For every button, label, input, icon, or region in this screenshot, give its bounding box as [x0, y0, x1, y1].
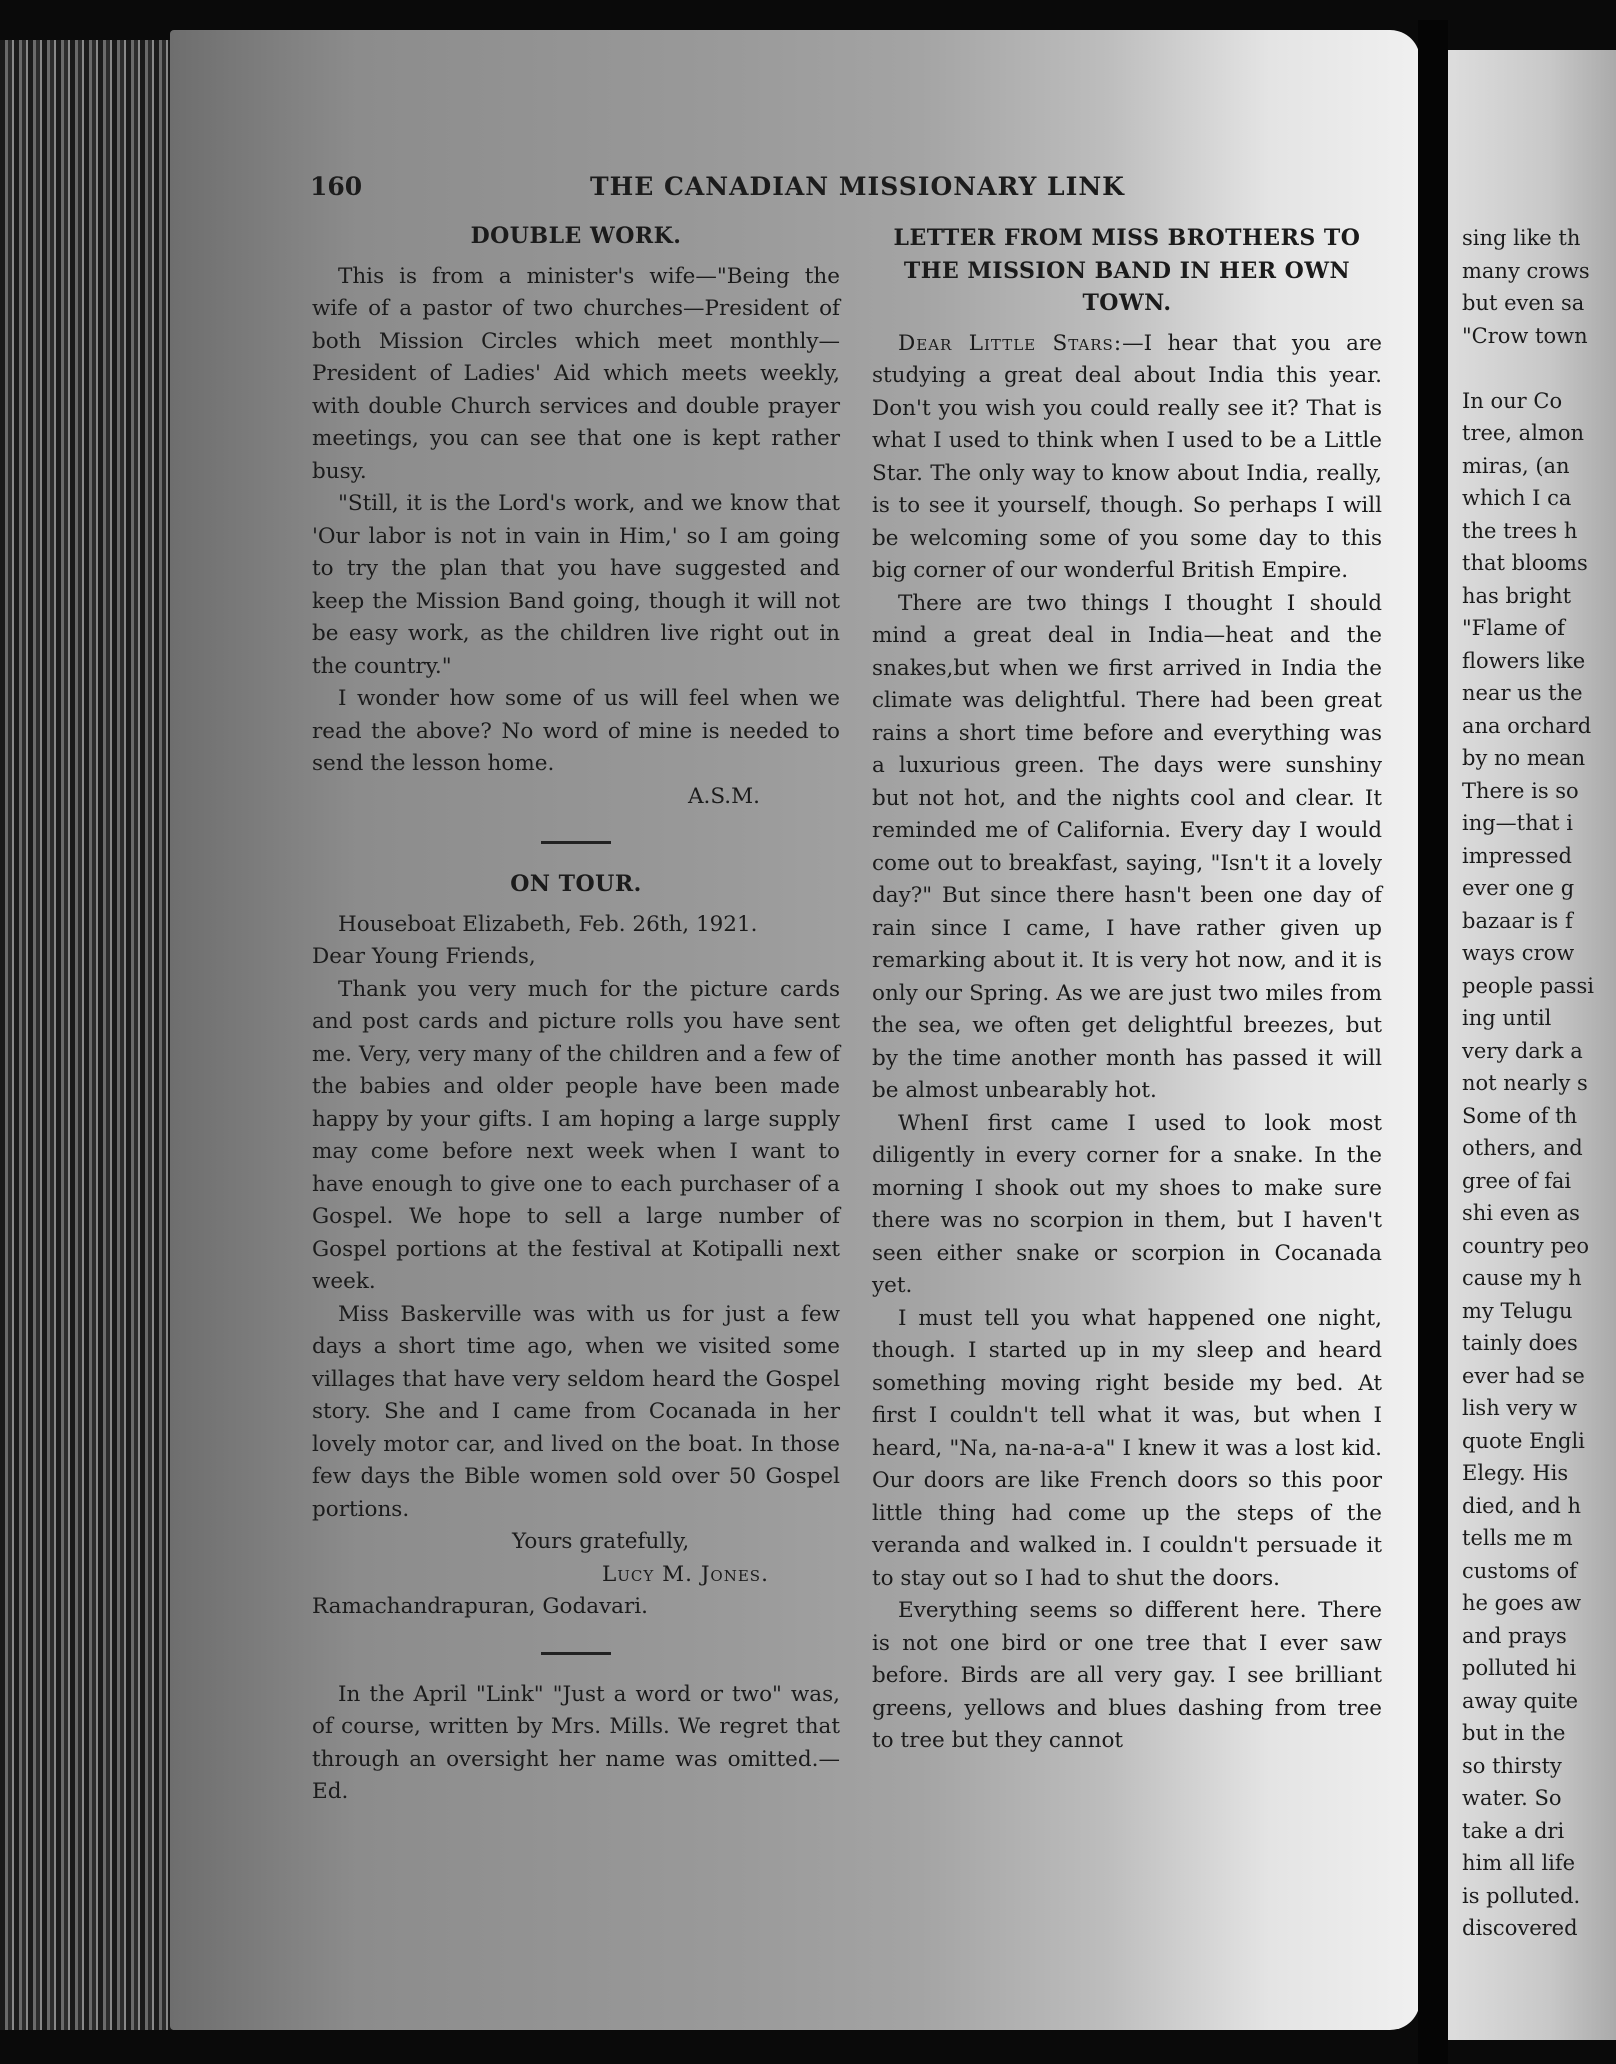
fragment-line: In our Co — [1462, 388, 1563, 413]
letter-paragraph-1-text: —I hear that you are studying a great deal about India this year. Don't you wish you could really see it? That is what I used to think when I used to be a Little Star. The only way to know about India, really, is to see it yourself, though. So perhaps I will be welcoming some of you some day to this big corner of our wonderful British Empire. — [872, 330, 1382, 583]
page-number: 160 — [310, 172, 363, 201]
fragment-line: "Crow town — [1462, 323, 1588, 348]
running-header — [310, 172, 1360, 208]
on-tour-closing: Yours gratefully, — [512, 1529, 690, 1554]
fragment-line: ing until — [1462, 1006, 1552, 1030]
fragment-line: polluted hi — [1462, 1656, 1577, 1680]
double-work-signature: A.S.M. — [687, 783, 760, 809]
fragment-line: tainly does — [1462, 1331, 1578, 1355]
fragment-line: Elegy. His — [1462, 1461, 1569, 1485]
fragment-line: Some of th — [1462, 1103, 1578, 1128]
section-divider-2 — [541, 1652, 611, 1655]
fragment-line: customs of — [1462, 1558, 1577, 1583]
fragment-line: he goes aw — [1462, 1591, 1582, 1615]
fragment-line: tree, almon — [1462, 421, 1585, 445]
fragment-line: ana orchard — [1462, 713, 1592, 738]
fragment-line: which I ca — [1462, 486, 1572, 510]
fragment-line: many crows — [1462, 258, 1590, 283]
column-right-fragment — [1462, 222, 1616, 1945]
letter-paragraph-5: Everything seems so different here. There is not one bird or one tree that I ever saw before. Birds are all very gay. I see brilliant greens, yellows and blues dashing from tree to tree but they cannot — [872, 1598, 1382, 1753]
fragment-line: but even sa — [1462, 291, 1585, 315]
fragment-line: that blooms — [1462, 551, 1588, 575]
letter-paragraph-2: There are two things I thought I should mind a great deal in India—heat and the snakes,but when we first arrived in India the climate was delightful. There had been great rains a short time before and everything was a luxurious green. The days were sunshiny but not hot, and the nights cool and clear. It reminded me of California. Every day I would come out to breakfast, saying, "Isn't it a lovely day?" But since there hasn't been one day of rain since I came, I have rather given up remarking about it. It is very hot now, and it is only our Spring. As we are just two miles from the sea, we often get delightful breezes, but by the time another month has passed it will be almost unbearably hot. — [872, 590, 1382, 1103]
fragment-line: discovered — [1462, 1916, 1578, 1940]
letter-heading: LETTER FROM MISS BROTHERS TO THE MISSION BAND IN HER OWN TOWN. — [893, 225, 1361, 316]
editor-note: In the April "Link" "Just a word or two" was, of course, written by Mrs. Mills. We regret that through an oversight her name was omitted.—Ed. — [312, 1681, 840, 1804]
fragment-line: miras, (an — [1462, 453, 1570, 478]
letter-paragraph-1 — [872, 328, 1382, 588]
double-work-paragraph-3: I wonder how some of us will feel when we read the above? No word of mine is needed to send the lesson home. — [312, 686, 840, 776]
fragment-line: gree of fai — [1462, 1168, 1572, 1193]
fragment-line: ever one g — [1462, 876, 1575, 900]
on-tour-paragraph-1: Thank you very much for the picture cards and post cards and picture rolls you have sent me. Very, very many of the children and a few of the babies and older people have been made happy by your gifts. I am hoping a large supply may come before next week when I want to have enough to give one to each purchaser of a Gospel. We hope to sell a large number of Gospel portions at the festival at Kotipalli next week. — [312, 976, 840, 1294]
fragment-line: impressed — [1462, 843, 1572, 868]
book-page-edges — [0, 40, 180, 2030]
fragment-line: flowers like — [1462, 648, 1586, 673]
fragment-line: quote Engli — [1462, 1428, 1585, 1453]
fragment-line: has bright — [1462, 583, 1572, 608]
fragment-line: tells me m — [1462, 1526, 1573, 1550]
fragment-line: the trees h — [1462, 518, 1578, 543]
fragment-line: "Flame of — [1462, 616, 1565, 640]
fragment-line: bazaar is f — [1462, 908, 1573, 933]
fragment-line: water. So — [1462, 1786, 1562, 1810]
fragment-line: very dark a — [1462, 1038, 1583, 1063]
fragment-line: cause my h — [1462, 1266, 1582, 1290]
double-work-heading: DOUBLE WORK. — [470, 223, 682, 249]
fragment-line: by no mean — [1462, 746, 1586, 770]
fragment-line: people passi — [1462, 973, 1595, 998]
double-work-paragraph-2: "Still, it is the Lord's work, and we know that 'Our labor is not in vain in Him,' so I am going to try the plan that you have suggested and keep the Mission Band going, though it will not be easy work, as the children live right out in the country." — [312, 491, 840, 679]
fragment-line: There is so — [1462, 778, 1579, 803]
letter-salutation: Dear Little Stars: — [898, 330, 1123, 356]
fragment-line: away quite — [1462, 1688, 1579, 1713]
double-work-paragraph-1: This is from a minister's wife—"Being the wife of a pastor of two churches—President of both Mission Circles which meet monthly—President of Ladies' Aid which meets weekly, with double Church services and double prayer meetings, you can see that one is kept rather busy. — [312, 263, 840, 484]
letter-paragraph-3: WhenI first came I used to look most diligently in every corner for a snake. In the morning I shook out my shoes to make sure there was no scorpion in them, but I haven't seen either snake or scorpion in Cocanada yet. — [872, 1110, 1382, 1298]
letter-paragraph-4: I must tell you what happened one night, though. I started up in my sleep and heard something moving right beside my bed. At first I couldn't tell what it was, but when I heard, "Na, na-na-a-a" I knew it was a lost kid. Our doors are like French doors so this poor little thing had come up the steps of the veranda and walked in. I couldn't persuade it to stay out so I had to shut the doors. — [872, 1305, 1382, 1591]
on-tour-heading: ON TOUR. — [510, 871, 642, 897]
column-middle — [872, 222, 1382, 1758]
fragment-line: but in the — [1462, 1721, 1566, 1745]
fragment-line: shi even as — [1462, 1201, 1580, 1225]
fragment-line: lish very w — [1462, 1396, 1578, 1420]
on-tour-salutation: Dear Young Friends, — [312, 944, 536, 969]
fragment-line: others, and — [1462, 1136, 1583, 1160]
fragment-line: ever had se — [1462, 1363, 1585, 1388]
fragment-line: so thirsty — [1462, 1753, 1562, 1778]
on-tour-signer: Lucy M. Jones. — [602, 1561, 769, 1587]
fragment-line: ing—that i — [1462, 811, 1573, 835]
fragment-line: not nearly s — [1462, 1071, 1588, 1095]
fragment-line: my Telugu — [1462, 1298, 1573, 1323]
on-tour-dateline: Houseboat Elizabeth, Feb. 26th, 1921. — [338, 911, 758, 937]
fragment-line: country peo — [1462, 1233, 1589, 1258]
section-divider — [541, 841, 611, 844]
column-left — [312, 220, 840, 1809]
fragment-line: ways crow — [1462, 941, 1575, 965]
book-gutter — [1418, 20, 1448, 2064]
fragment-line: him all life — [1462, 1851, 1576, 1875]
fragment-line — [1462, 352, 1616, 385]
fragment-line: died, and h — [1462, 1493, 1582, 1518]
fragment-line: take a dri — [1462, 1818, 1565, 1843]
fragment-line: sing like th — [1462, 226, 1581, 250]
on-tour-paragraph-2: Miss Baskerville was with us for just a few days a short time ago, when we visited some villages that have very seldom heard the Gospel story. She and I came from Cocanada in her lovely motor car, and lived on the boat. In those few days the Bible women sold over 50 Gospel portions. — [312, 1301, 840, 1522]
on-tour-place: Ramachandrapuran, Godavari. — [312, 1594, 648, 1619]
journal-title: THE CANADIAN MISSIONARY LINK — [590, 172, 1125, 201]
fragment-line: near us the — [1462, 681, 1583, 705]
fragment-line: and prays — [1462, 1623, 1567, 1648]
fragment-line: is polluted. — [1462, 1883, 1581, 1908]
